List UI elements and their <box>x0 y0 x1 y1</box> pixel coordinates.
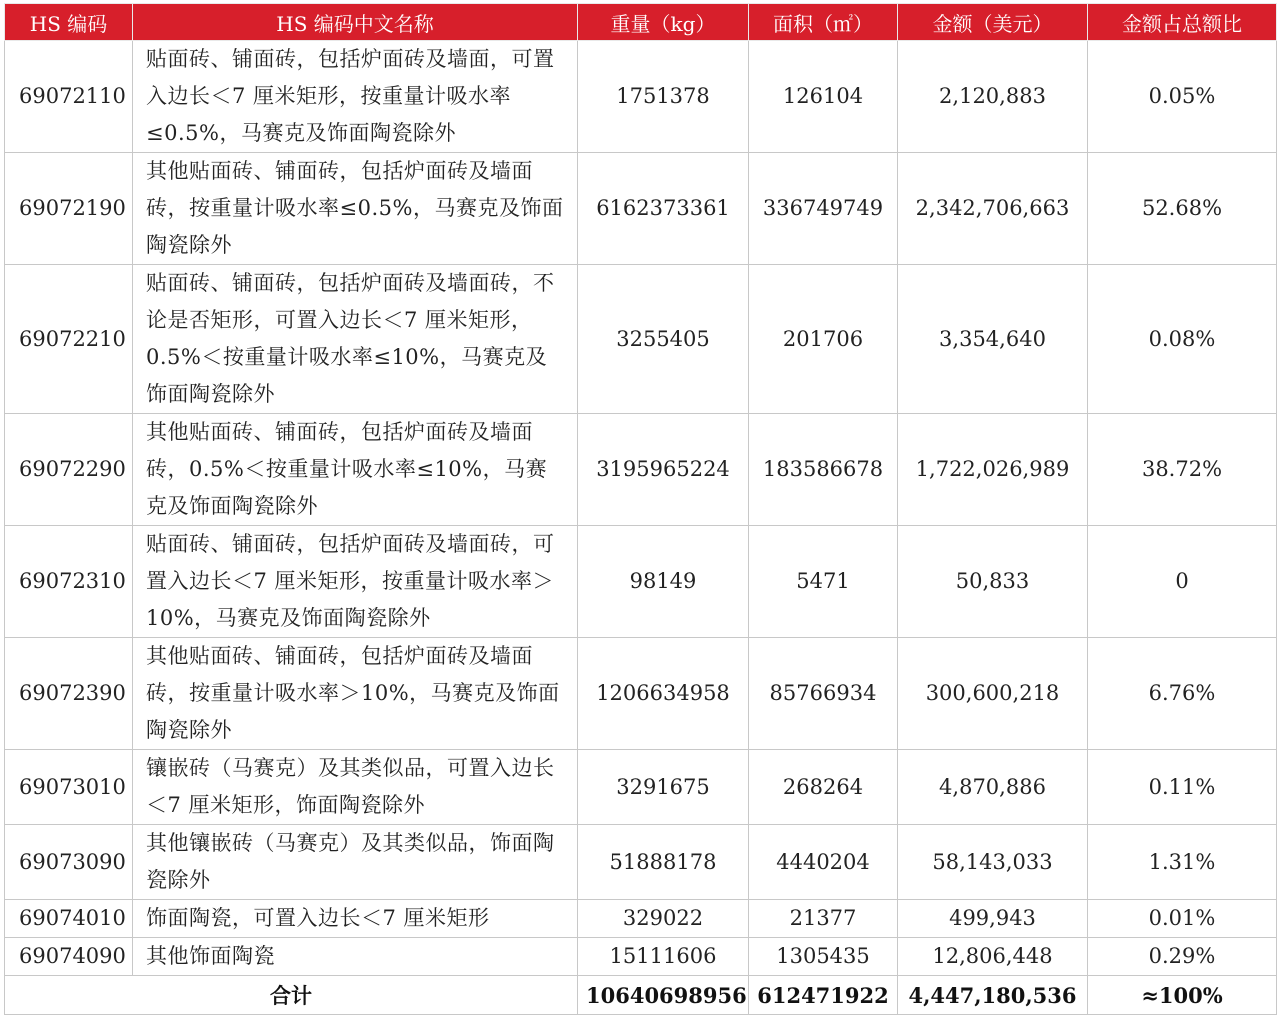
ceramic-tile-hs-code-table <box>4 3 1277 1015</box>
table-row <box>5 153 1277 265</box>
cell-hs-name: 饰面陶瓷，可置入边长＜7 厘米矩形 <box>133 900 578 938</box>
header-hs-code: HS 编码 <box>5 4 133 41</box>
cell-hs-name: 镶嵌砖（马赛克）及其类似品，可置入边长＜7 厘米矩形，饰面陶瓷除外 <box>133 750 578 825</box>
cell-area: 5471 <box>749 526 898 638</box>
cell-hs-name: 其他贴面砖、铺面砖，包括炉面砖及墙面砖，0.5%＜按重量计吸水率≤10%，马赛克及饰面陶瓷除外 <box>133 414 578 526</box>
cell-share: 6.76% <box>1088 638 1277 750</box>
header-share: 金额占总额比 <box>1088 4 1277 41</box>
total-weight: 10640698956 <box>578 976 749 1015</box>
cell-area: 201706 <box>749 265 898 414</box>
cell-amount: 300,600,218 <box>898 638 1088 750</box>
table-row <box>5 414 1277 526</box>
table-row <box>5 938 1277 976</box>
cell-weight: 15111606 <box>578 938 749 976</box>
table-row <box>5 41 1277 153</box>
cell-hs-code: 69073010 <box>5 750 133 825</box>
cell-hs-code: 69072110 <box>5 41 133 153</box>
cell-share: 0.05% <box>1088 41 1277 153</box>
cell-area: 183586678 <box>749 414 898 526</box>
cell-share: 0.11% <box>1088 750 1277 825</box>
header-hs-name: HS 编码中文名称 <box>133 4 578 41</box>
cell-amount: 1,722,026,989 <box>898 414 1088 526</box>
cell-hs-name: 贴面砖、铺面砖，包括炉面砖及墙面砖，不论是否矩形，可置入边长＜7 厘米矩形，0.5%＜按重量计吸水率≤10%，马赛克及饰面陶瓷除外 <box>133 265 578 414</box>
header-area: 面积（㎡） <box>749 4 898 41</box>
cell-weight: 98149 <box>578 526 749 638</box>
cell-hs-name: 其他镶嵌砖（马赛克）及其类似品，饰面陶瓷除外 <box>133 825 578 900</box>
cell-amount: 50,833 <box>898 526 1088 638</box>
table-header-row <box>5 4 1277 41</box>
cell-hs-name: 其他贴面砖、铺面砖，包括炉面砖及墙面砖，按重量计吸水率≤0.5%，马赛克及饰面陶瓷除外 <box>133 153 578 265</box>
cell-hs-code: 69072390 <box>5 638 133 750</box>
cell-hs-name: 贴面砖、铺面砖，包括炉面砖及墙面，可置入边长＜7 厘米矩形，按重量计吸水率≤0.5%，马赛克及饰面陶瓷除外 <box>133 41 578 153</box>
table-row <box>5 265 1277 414</box>
cell-weight: 3291675 <box>578 750 749 825</box>
total-amount: 4,447,180,536 <box>898 976 1088 1015</box>
table-row <box>5 638 1277 750</box>
cell-share: 0.01% <box>1088 900 1277 938</box>
header-amount: 金额（美元） <box>898 4 1088 41</box>
cell-area: 336749749 <box>749 153 898 265</box>
total-share: ≈100% <box>1088 976 1277 1015</box>
cell-weight: 1206634958 <box>578 638 749 750</box>
cell-weight: 3255405 <box>578 265 749 414</box>
cell-amount: 2,120,883 <box>898 41 1088 153</box>
cell-share: 38.72% <box>1088 414 1277 526</box>
cell-area: 21377 <box>749 900 898 938</box>
cell-share: 0.08% <box>1088 265 1277 414</box>
cell-area: 85766934 <box>749 638 898 750</box>
cell-weight: 3195965224 <box>578 414 749 526</box>
header-weight: 重量（kg） <box>578 4 749 41</box>
cell-amount: 499,943 <box>898 900 1088 938</box>
table-row <box>5 750 1277 825</box>
cell-hs-code: 69074090 <box>5 938 133 976</box>
cell-amount: 58,143,033 <box>898 825 1088 900</box>
cell-amount: 2,342,706,663 <box>898 153 1088 265</box>
cell-share: 0.29% <box>1088 938 1277 976</box>
total-row <box>5 976 1277 1015</box>
cell-hs-code: 69072210 <box>5 265 133 414</box>
cell-amount: 3,354,640 <box>898 265 1088 414</box>
cell-area: 1305435 <box>749 938 898 976</box>
cell-area: 4440204 <box>749 825 898 900</box>
cell-share: 1.31% <box>1088 825 1277 900</box>
cell-area: 268264 <box>749 750 898 825</box>
cell-amount: 12,806,448 <box>898 938 1088 976</box>
total-label: 合计 <box>5 976 578 1015</box>
cell-hs-code: 69072290 <box>5 414 133 526</box>
cell-hs-code: 69074010 <box>5 900 133 938</box>
cell-area: 126104 <box>749 41 898 153</box>
cell-hs-code: 69072190 <box>5 153 133 265</box>
total-area: 612471922 <box>749 976 898 1015</box>
cell-hs-name: 其他贴面砖、铺面砖，包括炉面砖及墙面砖，按重量计吸水率＞10%，马赛克及饰面陶瓷除外 <box>133 638 578 750</box>
cell-share: 0 <box>1088 526 1277 638</box>
cell-hs-name: 其他饰面陶瓷 <box>133 938 578 976</box>
cell-hs-name: 贴面砖、铺面砖，包括炉面砖及墙面砖，可置入边长＜7 厘米矩形，按重量计吸水率＞10%，马赛克及饰面陶瓷除外 <box>133 526 578 638</box>
cell-weight: 329022 <box>578 900 749 938</box>
cell-hs-code: 69072310 <box>5 526 133 638</box>
cell-weight: 51888178 <box>578 825 749 900</box>
cell-amount: 4,870,886 <box>898 750 1088 825</box>
table-row <box>5 825 1277 900</box>
cell-hs-code: 69073090 <box>5 825 133 900</box>
cell-share: 52.68% <box>1088 153 1277 265</box>
cell-weight: 6162373361 <box>578 153 749 265</box>
table-row <box>5 900 1277 938</box>
cell-weight: 1751378 <box>578 41 749 153</box>
table-row <box>5 526 1277 638</box>
